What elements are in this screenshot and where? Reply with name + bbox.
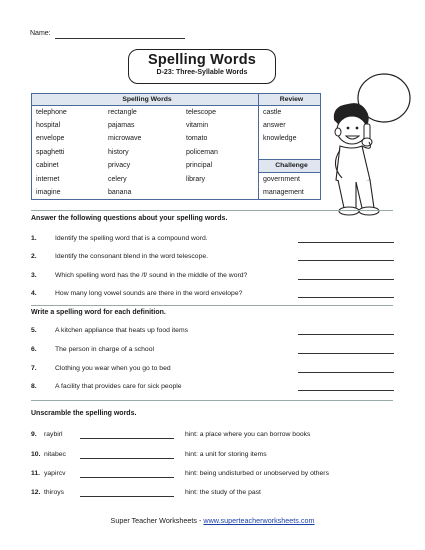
answer-line[interactable] bbox=[298, 390, 394, 391]
question-text: The person in charge of a school bbox=[55, 346, 154, 353]
footer bbox=[0, 516, 425, 525]
answer-line[interactable] bbox=[298, 279, 394, 280]
word-cell: rectangle bbox=[108, 109, 137, 117]
challenge-word-cell: management bbox=[259, 186, 321, 200]
word-cell: pajamas bbox=[108, 122, 135, 130]
word-cell: policeman bbox=[182, 146, 259, 160]
section-heading-definitions: Write a spelling word for each definition. bbox=[31, 309, 166, 316]
section-heading-questions: Answer the following questions about your spelling words. bbox=[31, 215, 228, 222]
hint-text: hint: the study of the past bbox=[185, 489, 261, 496]
word-cell: telephone bbox=[32, 106, 105, 120]
question-text: Identify the spelling word that is a compound word. bbox=[55, 235, 208, 242]
title-box bbox=[128, 49, 276, 84]
answer-line[interactable] bbox=[298, 334, 394, 335]
word-cell: principal bbox=[182, 159, 259, 172]
word-cell: banana bbox=[104, 186, 182, 200]
review-word-cell: answer bbox=[259, 119, 321, 132]
question-number: 6. bbox=[31, 346, 37, 353]
word-cell: internet bbox=[32, 172, 105, 186]
scrambled-word: yapircv bbox=[44, 470, 66, 477]
question-number: 5. bbox=[31, 327, 37, 334]
challenge-word-cell: government bbox=[259, 172, 321, 186]
review-header: Review bbox=[259, 94, 321, 106]
answer-line[interactable] bbox=[298, 242, 394, 243]
word-cell: cabinet bbox=[32, 159, 105, 172]
word-cell: vitamin bbox=[182, 119, 259, 132]
answer-line[interactable] bbox=[298, 260, 394, 261]
word-cell: envelope bbox=[32, 132, 105, 145]
section-heading-unscramble: Unscramble the spelling words. bbox=[31, 410, 137, 417]
spelling-words-header: Spelling Words bbox=[32, 94, 259, 106]
word-cell: library bbox=[182, 172, 259, 186]
question-number: 1. bbox=[31, 235, 37, 242]
word-cell: tomato bbox=[182, 132, 259, 145]
hint-text: hint: a place where you can borrow books bbox=[185, 431, 311, 438]
word-cell: history bbox=[108, 148, 129, 156]
name-input-line[interactable] bbox=[55, 38, 185, 39]
question-text: Which spelling word has the /f/ sound in the middle of the word? bbox=[55, 272, 248, 279]
page-title: Spelling Words bbox=[147, 52, 257, 68]
review-word-cell: castle bbox=[259, 106, 321, 120]
divider bbox=[31, 305, 393, 306]
word-cell bbox=[182, 186, 259, 200]
answer-line[interactable] bbox=[298, 353, 394, 354]
question-number: 12. bbox=[31, 489, 41, 496]
boy-on-phone-illustration bbox=[322, 70, 417, 218]
review-word-cell: knowledge bbox=[259, 132, 321, 145]
word-cell: privacy bbox=[108, 162, 131, 170]
answer-line[interactable] bbox=[298, 372, 394, 373]
question-number: 11. bbox=[31, 470, 41, 477]
divider bbox=[31, 210, 393, 211]
word-cell: telescope bbox=[182, 106, 259, 120]
question-number: 10. bbox=[31, 451, 41, 458]
answer-line[interactable] bbox=[80, 477, 174, 478]
footer-text: Super Teacher Worksheets - bbox=[110, 516, 204, 525]
page-subtitle: D-23: Three-Syllable Words bbox=[156, 69, 248, 76]
answer-line[interactable] bbox=[80, 496, 174, 497]
word-cell: hospital bbox=[32, 119, 105, 132]
question-text: A kitchen appliance that heats up food items bbox=[55, 327, 189, 334]
answer-line[interactable] bbox=[80, 438, 174, 439]
question-text: How many long vowel sounds are there in the word envelope? bbox=[55, 290, 243, 297]
word-cell: celery bbox=[108, 175, 127, 183]
scrambled-word: nitabec bbox=[44, 451, 66, 458]
divider bbox=[31, 400, 393, 401]
question-text: Identify the consonant blend in the word telescope. bbox=[55, 253, 209, 260]
question-number: 4. bbox=[31, 290, 37, 297]
answer-line[interactable] bbox=[80, 458, 174, 459]
answer-line[interactable] bbox=[298, 297, 394, 298]
question-number: 8. bbox=[31, 383, 37, 390]
hint-text: hint: a unit for storing items bbox=[185, 451, 267, 458]
word-cell: microwave bbox=[108, 135, 142, 143]
scrambled-word: thiroys bbox=[44, 489, 65, 496]
question-number: 7. bbox=[31, 365, 37, 372]
challenge-header: Challenge bbox=[259, 159, 321, 172]
footer-link[interactable]: www.superteacherworksheets.com bbox=[203, 516, 315, 525]
word-cell: spaghetti bbox=[32, 146, 105, 160]
hint-text: hint: being undisturbed or unobserved by others bbox=[185, 470, 329, 477]
scrambled-word: raybirl bbox=[44, 431, 63, 438]
word-cell: imagine bbox=[32, 186, 105, 200]
question-text: A facility that provides care for sick people bbox=[55, 383, 182, 390]
spelling-word-table bbox=[31, 93, 321, 200]
name-label: Name: bbox=[30, 30, 51, 37]
question-number: 9. bbox=[31, 431, 37, 438]
review-empty-cell bbox=[259, 146, 321, 160]
question-number: 3. bbox=[31, 272, 37, 279]
question-number: 2. bbox=[31, 253, 37, 260]
question-text: Clothing you wear when you go to bed bbox=[55, 365, 171, 372]
